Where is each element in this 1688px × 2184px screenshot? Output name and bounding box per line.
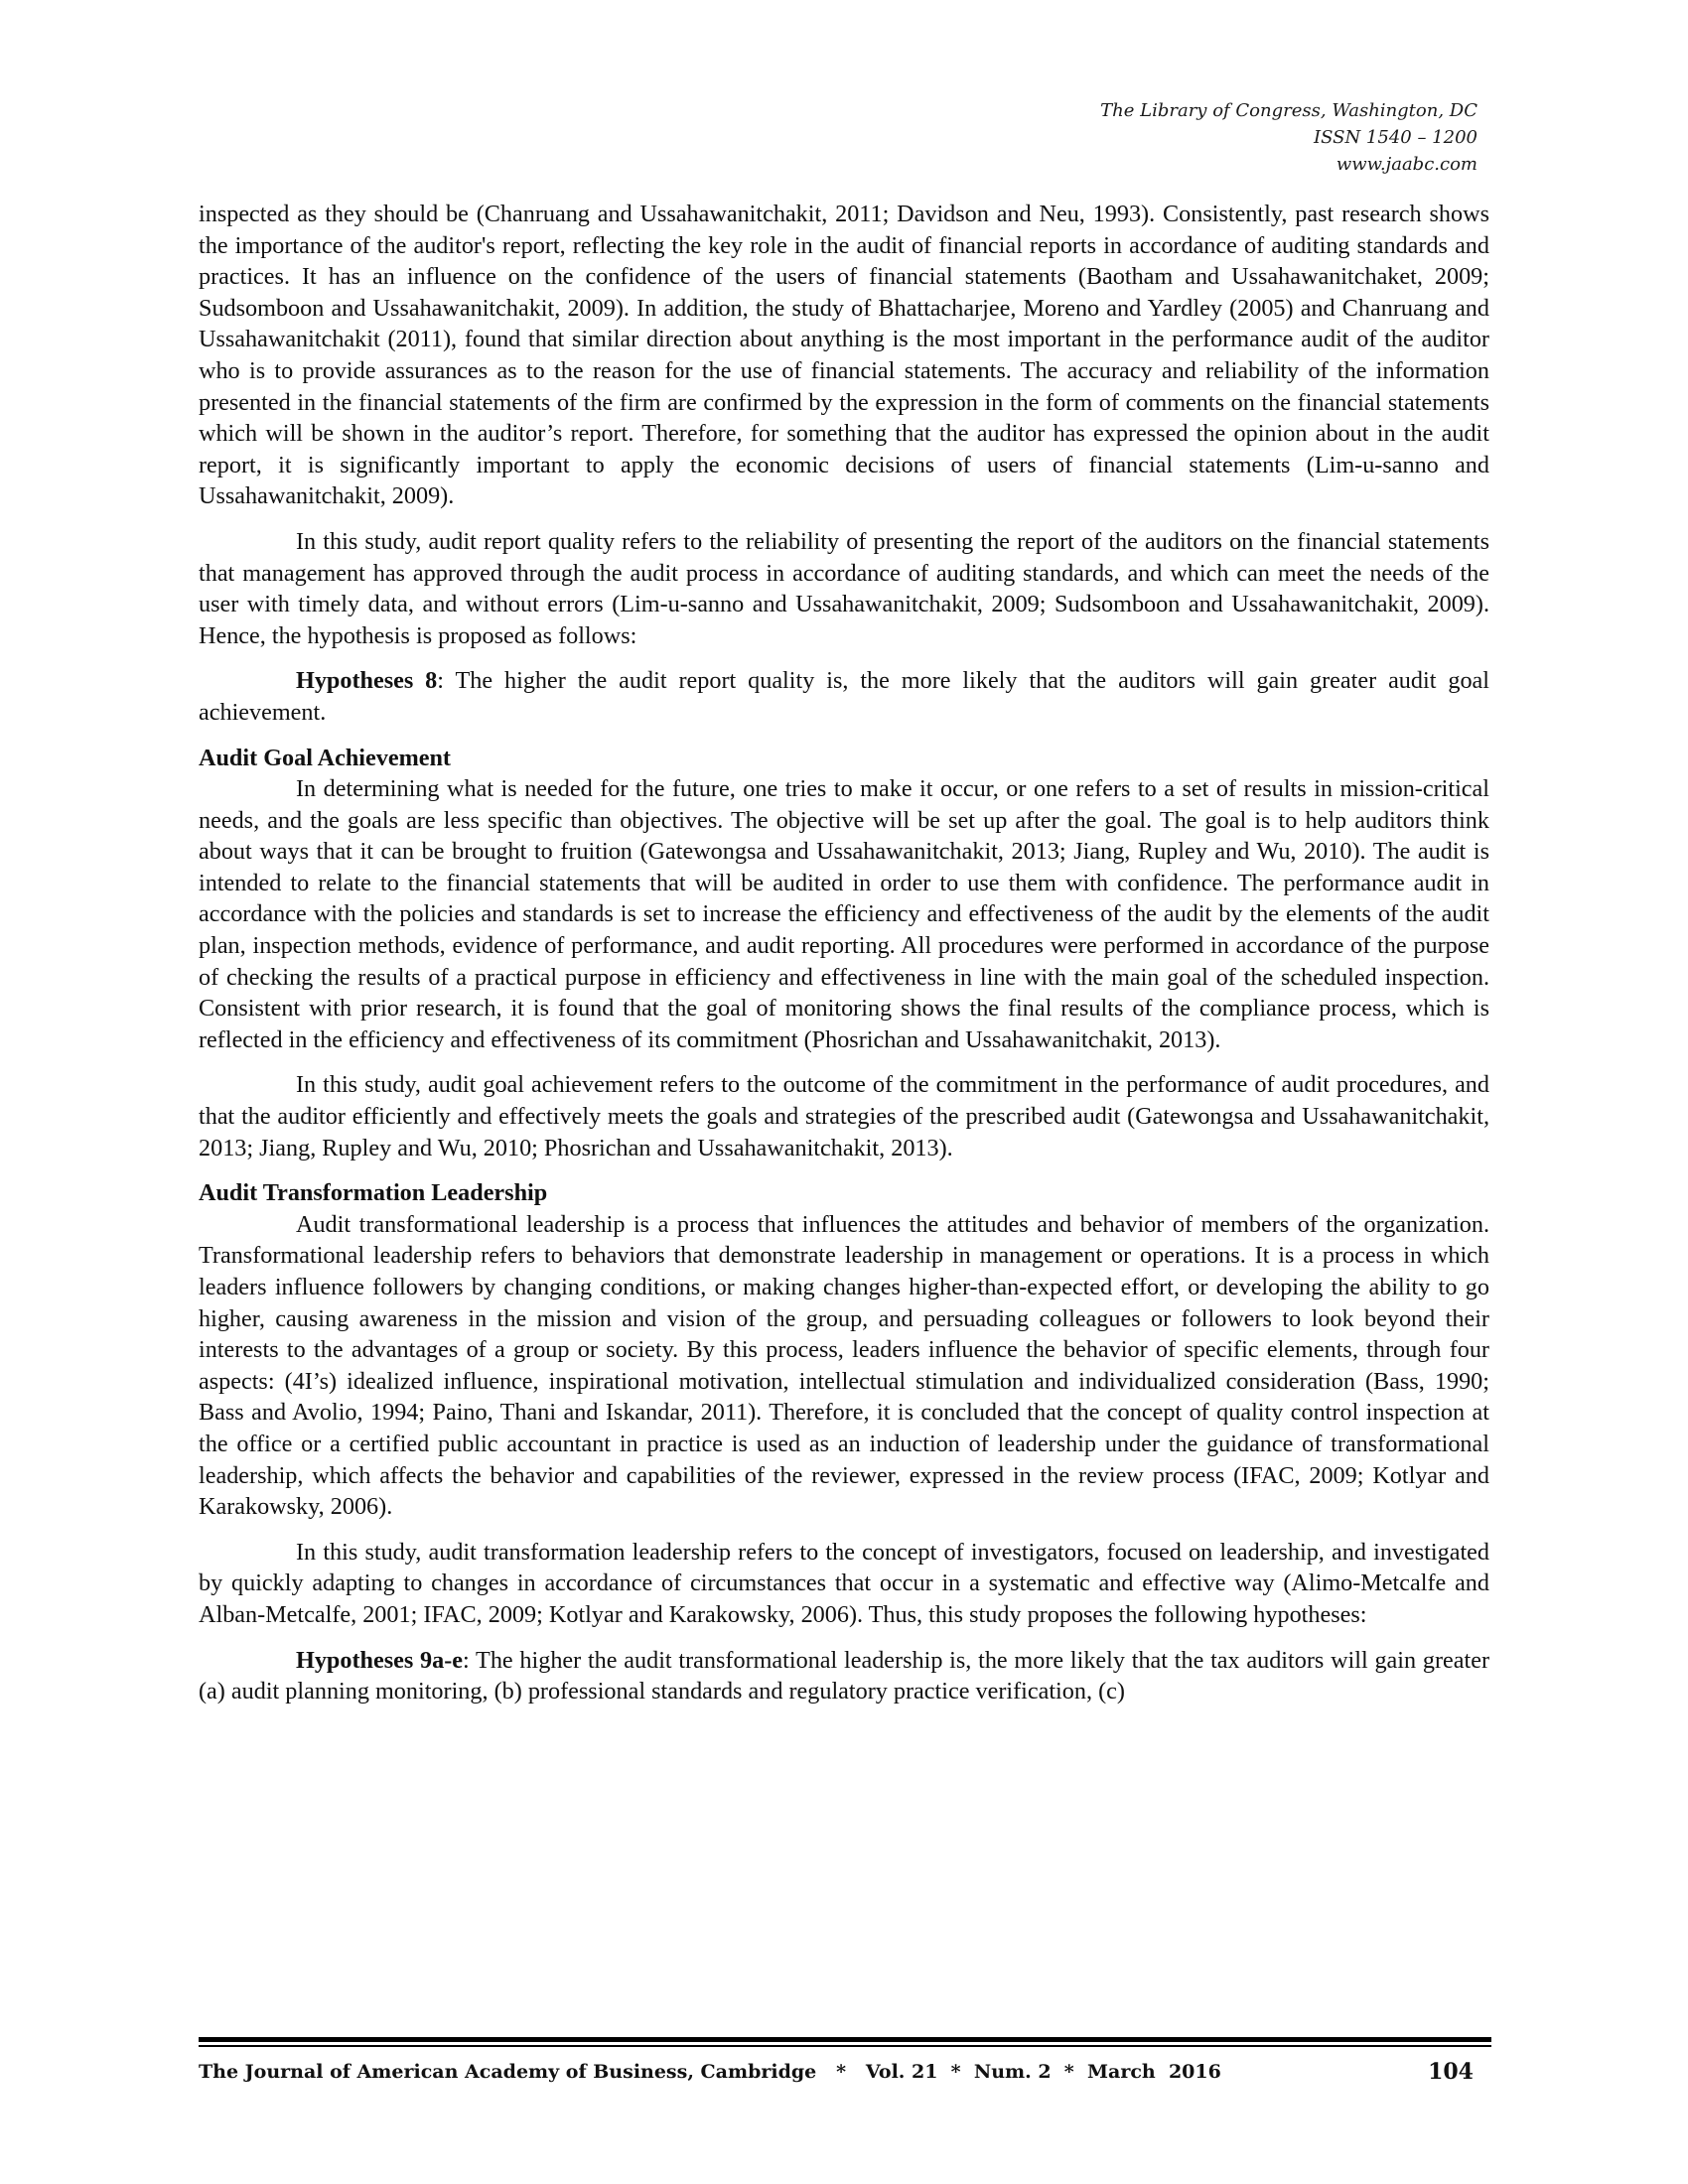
hypothesis-text: : The higher the audit report quality is, the more likely that the auditors will gain greater audit goal achievement.	[199, 667, 1489, 726]
article-body	[199, 199, 1489, 1707]
body-paragraph: Audit transformational leadership is a process that influences the attitudes and behavior of members of the organization. Transformational leadership refers to behaviors that demonstrate leadership in management or operations. It is a process in which leaders influence followers by changing conditions, or making changes higher-than-expected effort, or developing the ability to go higher, causing awareness in the mission and vision of the group, and persuading colleagues or followers to look beyond their interests to the advantages of a group or society. By this process, leaders influence the behavior of specific elements, through four aspects: (4I’s) idealized influence, inspirational motivation, intellectual stimulation and individualized consideration (Bass, 1990; Bass and Avolio, 1994; Paino, Thani and Iskandar, 2011). Therefore, it is concluded that the concept of quality control inspection at the office or a certified public accountant in practice is used as an induction of leadership under the guidance of transformational leadership, which affects the behavior and capabilities of the reviewer, expressed in the review process (IFAC, 2009; Kotlyar and Karakowsky, 2006).	[199, 1210, 1489, 1521]
header-website-line: www.jaabc.com	[1336, 154, 1477, 175]
page-number: 104	[1428, 2059, 1474, 2085]
body-paragraph: In this study, audit report quality refers to the reliability of presenting the report of the auditors on the financial statements that management has approved through the audit process in accordance of auditing standards, and which can meet the needs of the user with timely data, and without errors (Lim-u-sanno and Ussahawanitchakit, 2009; Sudsomboon and Ussahawanitchakit, 2009). Hence, the hypothesis is proposed as follows:	[199, 527, 1489, 649]
footer-journal-info: The Journal of American Academy of Business, Cambridge * Vol. 21 * Num. 2 * March 2016	[199, 2061, 1221, 2083]
section-heading-audit-goal-achievement: Audit Goal Achievement	[199, 744, 451, 771]
body-paragraph: In this study, audit transformation leadership refers to the concept of investigators, focused on leadership, and investigated by quickly adapting to changes in accordance of circumstances that occur in a systematic and effective way (Alimo-Metcalfe and Alban-Metcalfe, 2001; IFAC, 2009; Kotlyar and Karakowsky, 2006). Thus, this study proposes the following hypotheses:	[199, 1538, 1489, 1628]
hypothesis-label: Hypotheses 9a-e	[296, 1646, 463, 1674]
hypothesis-8	[199, 665, 1489, 728]
hypothesis-9a-e	[199, 1645, 1489, 1707]
header-issn-line: ISSN 1540 – 1200	[1314, 127, 1477, 148]
hypothesis-label: Hypotheses 8	[296, 667, 438, 695]
body-paragraph: In this study, audit goal achievement refers to the outcome of the commitment in the performance of audit procedures, and that the auditor efficiently and effectively meets the goals and strategies of the prescribed audit (Gatewongsa and Ussahawanitchakit, 2013; Jiang, Rupley and Wu, 2010; Phosrichan and Ussahawanitchakit, 2013).	[199, 1071, 1489, 1161]
body-paragraph: inspected as they should be (Chanruang and Ussahawanitchakit, 2011; Davidson and Neu, 1993). Consistently, past research shows the importance of the auditor's report, reflecting the key role in the audit of financial reports in accordance of auditing standards and practices. It has an influence on the confidence of the users of financial statements (Baotham and Ussahawanitchaket, 2009; Sudsomboon and Ussahawanitchakit, 2009). In addition, the study of Bhattacharjee, Moreno and Yardley (2005) and Chanruang and Ussahawanitchakit (2011), found that similar direction about anything is the most important in the performance audit of the auditor who is to provide assurances as to the reason for the use of financial statements. The accuracy and reliability of the information presented in the financial statements of the firm are confirmed by the expression in the form of comments on the financial statements which will be shown in the auditor’s report. Therefore, for something that the auditor has expressed the opinion about in the audit report, it is significantly important to apply the economic decisions of users of financial statements (Lim-u-sanno and Ussahawanitchakit, 2009).	[199, 201, 1489, 510]
running-header	[1100, 97, 1477, 178]
footer-rule-thick	[199, 2037, 1491, 2042]
section-heading-audit-transformation-leadership: Audit Transformation Leadership	[199, 1179, 548, 1207]
header-library-line: The Library of Congress, Washington, DC	[1100, 100, 1477, 121]
hypothesis-text: : The higher the audit transformational leadership is, the more likely that the tax auditors will gain greater (a) audit planning monitoring, (b) professional standards and regulatory practice verification, (c)	[199, 1646, 1489, 1706]
footer-rule-thin	[199, 2045, 1491, 2047]
body-paragraph: In determining what is needed for the future, one tries to make it occur, or one refers to a set of results in mission-critical needs, and the goals are less specific than objectives. The objective will be set up after the goal. The goal is to help auditors think about ways that it can be brought to fruition (Gatewongsa and Ussahawanitchakit, 2013; Jiang, Rupley and Wu, 2010). The audit is intended to relate to the financial statements that will be audited in order to use them with confidence. The performance audit in accordance with the policies and standards is set to increase the efficiency and effectiveness of the audit by the elements of the audit plan, inspection methods, evidence of performance, and audit reporting. All procedures were performed in accordance of the purpose of checking the results of a practical purpose in efficiency and effectiveness in line with the main goal of the scheduled inspection. Consistent with prior research, it is found that the goal of monitoring shows the final results of the compliance process, which is reflected in the efficiency and effectiveness of its commitment (Phosrichan and Ussahawanitchakit, 2013).	[199, 775, 1489, 1053]
